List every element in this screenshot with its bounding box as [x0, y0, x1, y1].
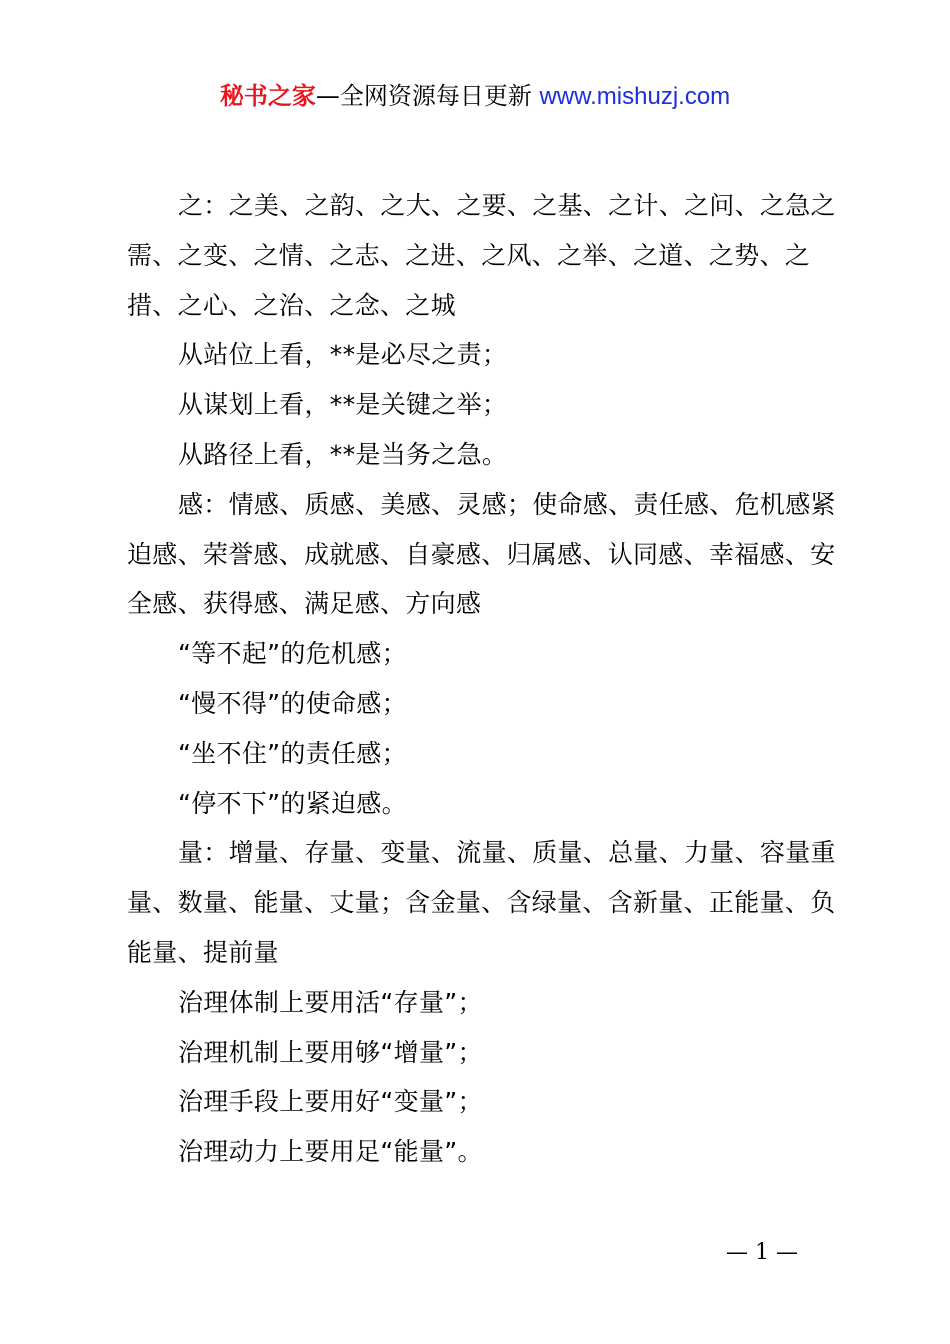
paragraph-liang-words: 量：增量、存量、变量、流量、质量、总量、力量、容量重量、数量、能量、丈量；含金量、含绿量、含新量、正能量、负能量、提前量: [127, 838, 836, 967]
brand-name: 秘书之家: [219, 82, 316, 110]
paragraph-path: 从路径上看，**是当务之急。: [178, 439, 508, 469]
paragraph-responsibility: “坐不住”的责任感；: [178, 738, 407, 768]
paragraph-stance: 从站位上看，**是必尽之责；: [178, 340, 508, 370]
paragraph-mission: “慢不得”的使命感；: [178, 688, 407, 718]
site-header: [0, 80, 950, 113]
paragraph-system: 治理体制上要用活“存量”；: [178, 987, 483, 1017]
paragraph-mechanism: 治理机制上要用够“增量”；: [178, 1037, 483, 1067]
paragraph-power: 治理动力上要用足“能量”。: [178, 1137, 483, 1167]
document-body: [127, 181, 847, 1177]
page-number: — 1 —: [726, 1240, 798, 1265]
paragraph-zhi-words: 之：之美、之韵、之大、之要、之基、之计、之问、之急之需、之变、之情、之志、之进、之风、之举、之道、之势、之措、之心、之治、之念、之城: [127, 191, 836, 320]
header-tagline: —全网资源每日更新: [315, 82, 540, 110]
paragraph-planning: 从谋划上看，**是关键之举；: [178, 390, 508, 420]
paragraph-urgency: “停不下”的紧迫感。: [178, 788, 407, 818]
paragraph-means: 治理手段上要用好“变量”；: [178, 1087, 483, 1117]
paragraph-crisis: “等不起”的危机感；: [178, 639, 407, 669]
site-url-link[interactable]: www.mishuzj.com: [539, 83, 731, 110]
paragraph-gan-words: 感：情感、质感、美感、灵感；使命感、责任感、危机感紧迫感、荣誉感、成就感、自豪感、归属感、认同感、幸福感、安全感、获得感、满足感、方向感: [127, 489, 836, 619]
